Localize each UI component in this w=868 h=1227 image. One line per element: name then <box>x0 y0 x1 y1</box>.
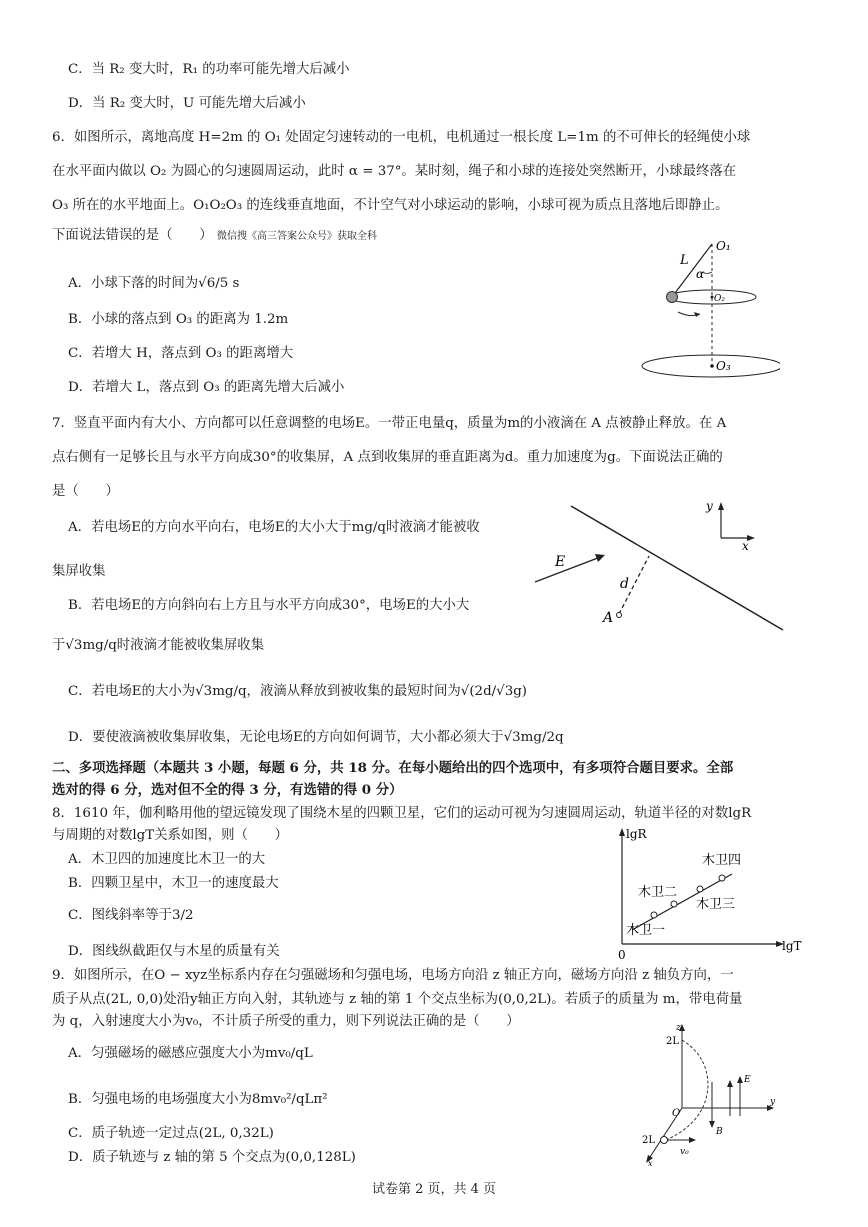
q8-point-s2 <box>671 901 677 907</box>
q8-point-s1 <box>651 912 657 918</box>
q8-stem-line1: 8．1610 年，伽利略用他的望远镜发现了围绕木星的四颗卫星，它们的运动可视为匀速圆周运动，轨道半径的对数lgR <box>52 806 752 821</box>
q9-label-x2l: 2L <box>642 1135 656 1146</box>
q7-option-b-line2: 于√3mg/q时液滴才能被收集屏收集 <box>52 638 265 653</box>
q8-label-s3: 木卫三 <box>696 897 736 912</box>
q6-stem-line2: 在水平面内做以 O₂ 为圆心的匀速圆周运动，此时 α = 37°。某时刻，绳子和小球的连接处突然断开，小球最终落在 <box>52 164 737 179</box>
q6-label-alpha: α <box>696 267 705 281</box>
q7-label-x: x <box>742 539 749 553</box>
q7-label-a: A <box>603 610 614 626</box>
q7-option-a-line2: 集屏收集 <box>52 564 106 579</box>
section2-heading-line1: 二、多项选择题（本题共 3 小题，每题 6 分，共 18 分。在每小题给出的四个选项中，有多项符合题目要求。全部 <box>52 760 734 776</box>
q6-ball <box>667 292 678 303</box>
q7-option-b-line1: B．若电场E的方向斜向右上方且与水平方向成30°，电场E的大小大 <box>68 598 470 613</box>
page-footer: 试卷第 2 页，共 4 页 <box>371 1182 497 1197</box>
q7-field-arrow <box>535 556 603 582</box>
q6-point-o3 <box>710 364 714 368</box>
q8-option-a: A．木卫四的加速度比木卫一的大 <box>68 852 266 867</box>
q9-velocity-arrowhead <box>689 1137 696 1143</box>
q6-option-a: A．小球下落的时间为√6/5 s <box>68 276 240 291</box>
q6-option-c: C．若增大 H，落点到 O₃ 的距离增大 <box>68 346 294 361</box>
q9-label-v0: v₀ <box>680 1147 689 1157</box>
q9-trajectory <box>666 1040 708 1140</box>
q6-option-b: B．小球的落点到 O₃ 的距离为 1.2m <box>68 312 289 327</box>
q5-option-c: C．当 R₂ 变大时，R₁ 的功率可能先增大后减小 <box>68 62 350 77</box>
q8-stem-line2: 与周期的对数lgT关系如图，则（ ） <box>52 828 289 843</box>
q7-stem-line3: 是（ ） <box>52 484 119 499</box>
q9-label-y: y <box>770 1097 776 1107</box>
q9-b-field-arrowhead <box>709 1121 715 1128</box>
q6-label-o1: O₁ <box>716 239 731 253</box>
q8-figure <box>610 826 810 962</box>
q8-label-s1: 木卫一 <box>626 923 666 938</box>
q7-option-a-line1: A．若电场E的方向水平向右，电场E的大小大于mg/q时液滴才能被收 <box>68 520 480 535</box>
q7-option-c: C．若电场E的大小为√3mg/q，液滴从释放到被收集的最短时间为√(2d/√3g) <box>68 684 528 699</box>
q9-stem-line1: 9．如图所示，在O − xyz坐标系内存在匀强磁场和匀强电场，电场方向沿 z 轴正方向，磁场方向沿 z 轴负方向，一 <box>52 968 734 983</box>
q8-point-s3 <box>697 886 703 892</box>
q6-option-d: D．若增大 L，落点到 O₃ 的距离先增大后减小 <box>68 380 345 395</box>
q7-point-a <box>617 613 622 618</box>
q6-question: 下面说法错误的是（ ） <box>52 228 213 243</box>
q9-figure <box>636 1020 786 1168</box>
q9-option-d: D．质子轨迹与 z 轴的第 5 个交点为(0,0,128L) <box>68 1150 356 1165</box>
q7-label-y: y <box>706 499 713 513</box>
q6-stem-line3: O₃ 所在的水平地面上。O₁O₂O₃ 的连线垂直地面，不计空气对小球运动的影响，小球可视为质点且落地后即静止。 <box>52 198 729 213</box>
q8-label-s2: 木卫二 <box>638 885 678 900</box>
q6-label-o3: O₃ <box>716 359 731 373</box>
q5-option-d: D．当 R₂ 变大时，U 可能先增大后减小 <box>68 96 306 111</box>
q7-stem-line1: 7．竖直平面内有大小、方向都可以任意调整的电场E。一带正电量q，质量为m的小液滴在 A 点被静止释放。在 A <box>52 416 727 431</box>
q7-stem-line2: 点右侧有一足够长且与水平方向成30°的收集屏，A 点到收集屏的垂直距离为d。重力加速度为g。下面说法正确的 <box>52 450 723 465</box>
q9-stem-line3: 为 q，入射速度大小为v₀，不计质子所受的重力，则下列说法正确的是（ ） <box>52 1014 520 1029</box>
q9-option-a: A．匀强磁场的磁感应强度大小为mv₀/qL <box>68 1046 313 1061</box>
q9-label-e: E <box>744 1075 751 1085</box>
q7-label-e: E <box>555 554 566 570</box>
q8-option-d: D．图线纵截距仅与木星的质量有关 <box>68 944 280 959</box>
q8-y-label: lgR <box>626 827 647 841</box>
q9-label-b: B <box>716 1127 723 1137</box>
q6-stem-line1: 6．如图所示，离地高度 H=2m 的 O₁ 处固定匀速转动的一电机，电机通过一根长度 L=1m 的不可伸长的轻绳使小球 <box>52 130 751 145</box>
q8-option-b: B．四颗卫星中，木卫一的速度最大 <box>68 876 279 891</box>
section2-heading-line2: 选对的得 6 分，选对但不全的得 3 分，有选错的得 0 分） <box>52 782 403 798</box>
q9-proton <box>661 1137 668 1144</box>
q7-option-d: D．要使液滴被收集屏收集，无论电场E的方向如何调节，大小都必须大于√3mg/2q <box>68 730 564 745</box>
q9-e-field-arrowhead1 <box>727 1080 733 1087</box>
q7-field-arrowhead <box>595 554 605 562</box>
q8-x-label: lgT <box>782 939 802 953</box>
q7-figure <box>525 494 790 634</box>
q9-e-field-arrowhead2 <box>737 1076 743 1083</box>
q6-figure <box>630 232 780 382</box>
q6-label-l: L <box>680 253 689 268</box>
q9-option-c: C．质子轨迹一定过点(2L, 0,32L) <box>68 1126 274 1141</box>
q6-rope <box>672 244 712 297</box>
q6-label-o2: O₂ <box>714 294 725 304</box>
q6-rotation-arrowhead <box>694 312 700 317</box>
q9-label-z: z <box>676 1023 681 1033</box>
q9-label-z2l: 2L <box>666 1036 680 1047</box>
q8-y-arrowhead <box>619 828 625 836</box>
q9-option-b: B．匀强电场的电场强度大小为8mv₀²/qLπ² <box>68 1092 328 1107</box>
q9-stem-line2: 质子从点(2L, 0,0)处沿y轴正方向入射，其轨迹与 z 轴的第 1 个交点坐标为(0,0,2L)。若质子的质量为 m，带电荷量 <box>52 992 743 1007</box>
q8-label-s4: 木卫四 <box>702 853 742 868</box>
q7-label-d: d <box>620 576 629 592</box>
q6-stem-line4 <box>52 226 377 247</box>
q9-label-x: x <box>648 1159 653 1168</box>
q8-point-s4 <box>719 875 725 881</box>
q8-option-c: C．图线斜率等于3/2 <box>68 908 194 923</box>
q8-origin-label: 0 <box>618 948 626 962</box>
q7-y-arrowhead <box>718 502 724 510</box>
q6-watermark-note: 微信搜《高三答案公众号》获取全科 <box>216 231 377 242</box>
q9-label-o: O <box>672 1108 681 1119</box>
